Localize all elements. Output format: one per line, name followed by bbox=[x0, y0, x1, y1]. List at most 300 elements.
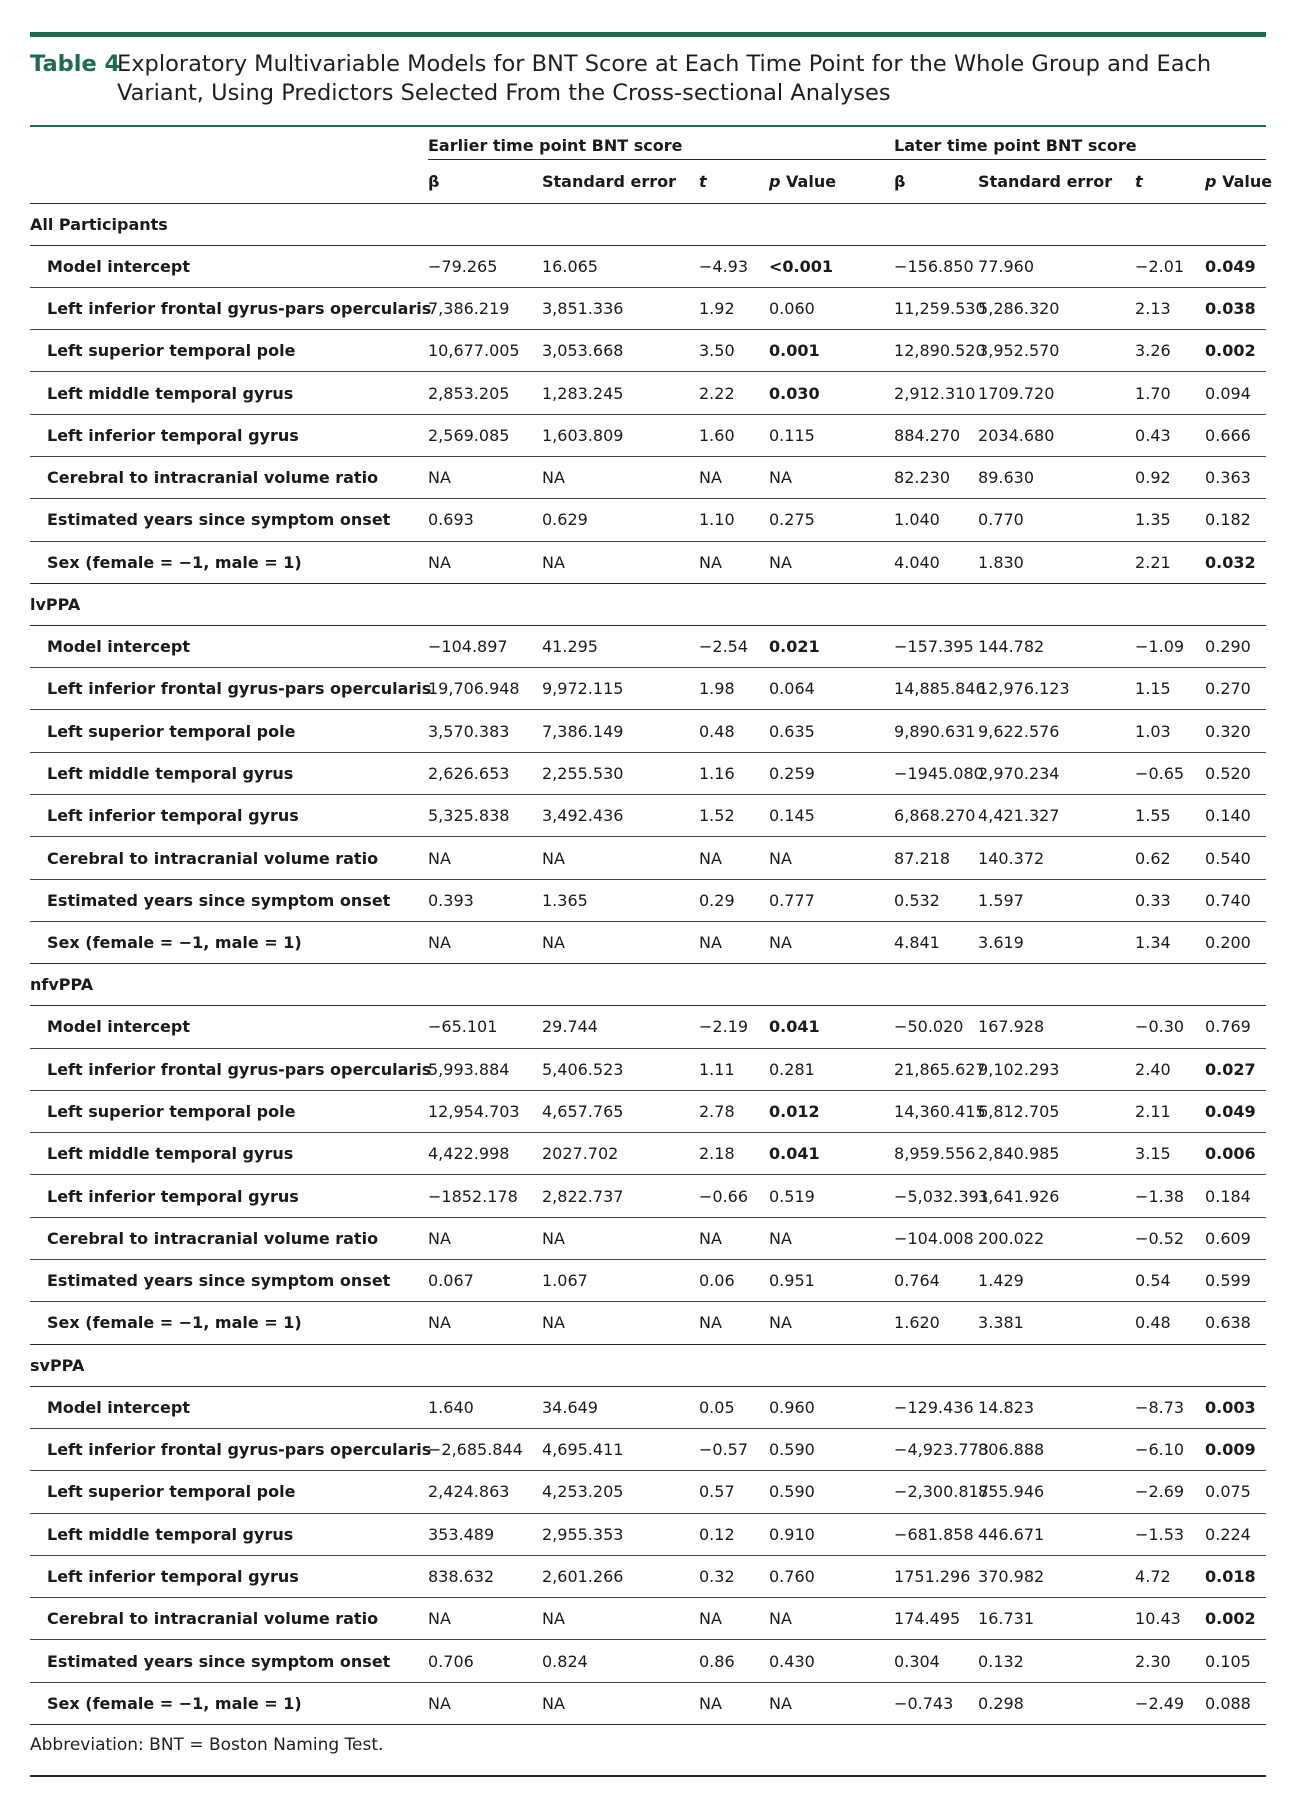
header-se-earlier: Standard error bbox=[542, 159, 699, 203]
cell-value: 4,253.205 bbox=[542, 1471, 699, 1513]
cell-value: −4,923.773 bbox=[864, 1428, 978, 1470]
cell-value: 1.830 bbox=[978, 541, 1135, 583]
cell-value: 0.009 bbox=[1205, 1428, 1266, 1470]
table-row bbox=[30, 625, 1266, 667]
cell-value: −5,032.391 bbox=[864, 1175, 978, 1217]
header-p-earlier-rest: Value bbox=[780, 171, 837, 191]
cell-value: 1.640 bbox=[428, 1386, 542, 1428]
row-label: Model intercept bbox=[30, 625, 428, 667]
table-row bbox=[30, 541, 1266, 583]
cell-value: 6,812.705 bbox=[978, 1090, 1135, 1132]
table-row bbox=[30, 1428, 1266, 1470]
cell-value: −2.54 bbox=[699, 625, 769, 667]
cell-value: 0.824 bbox=[542, 1640, 699, 1682]
cell-value: 2.78 bbox=[699, 1090, 769, 1132]
header-se-later: Standard error bbox=[978, 159, 1135, 203]
cell-value: 0.105 bbox=[1205, 1640, 1266, 1682]
row-label: Left middle temporal gyrus bbox=[30, 372, 428, 414]
cell-value: 0.590 bbox=[769, 1471, 864, 1513]
row-label: Left inferior temporal gyrus bbox=[30, 1555, 428, 1597]
cell-value: NA bbox=[542, 837, 699, 879]
cell-value: 0.003 bbox=[1205, 1386, 1266, 1428]
table-row bbox=[30, 414, 1266, 456]
cell-value: 3,492.436 bbox=[542, 795, 699, 837]
cell-value: NA bbox=[769, 1302, 864, 1344]
cell-value: 2027.702 bbox=[542, 1133, 699, 1175]
header-p-later bbox=[1205, 159, 1273, 203]
table-row bbox=[30, 1260, 1266, 1302]
cell-value: 884.270 bbox=[864, 414, 978, 456]
cell-value: 1.067 bbox=[542, 1260, 699, 1302]
table-row bbox=[30, 837, 1266, 879]
cell-value: 2,853.205 bbox=[428, 372, 542, 414]
row-label: Left middle temporal gyrus bbox=[30, 752, 428, 794]
row-label: Left inferior frontal gyrus-pars opercularis bbox=[30, 287, 428, 329]
cell-value: 0.320 bbox=[1205, 710, 1266, 752]
cell-value: −2.01 bbox=[1135, 245, 1205, 287]
group-label: svPPA bbox=[30, 1344, 1266, 1386]
cell-value: 2,601.266 bbox=[542, 1555, 699, 1597]
cell-value: 806.888 bbox=[978, 1428, 1135, 1470]
cell-value: −157.395 bbox=[864, 625, 978, 667]
cell-value: 0.706 bbox=[428, 1640, 542, 1682]
cell-value: −129.436 bbox=[864, 1386, 978, 1428]
header-beta-later: β bbox=[864, 159, 978, 203]
row-label: Model intercept bbox=[30, 245, 428, 287]
cell-value: 0.951 bbox=[769, 1260, 864, 1302]
cell-value: 12,954.703 bbox=[428, 1090, 542, 1132]
cell-value: 5,406.523 bbox=[542, 1048, 699, 1090]
cell-value: 7,386.149 bbox=[542, 710, 699, 752]
cell-value: 9,972.115 bbox=[542, 668, 699, 710]
cell-value: −50.020 bbox=[864, 1006, 978, 1048]
cell-value: 0.038 bbox=[1205, 287, 1266, 329]
cell-value: 4.72 bbox=[1135, 1555, 1205, 1597]
cell-value: 2.22 bbox=[699, 372, 769, 414]
cell-value: 0.094 bbox=[1205, 372, 1266, 414]
cell-value: −0.52 bbox=[1135, 1217, 1205, 1259]
cell-value: 0.041 bbox=[769, 1133, 864, 1175]
cell-value: 3,570.383 bbox=[428, 710, 542, 752]
cell-value: 0.12 bbox=[699, 1513, 769, 1555]
cell-value: NA bbox=[542, 541, 699, 583]
cell-value: 2,822.737 bbox=[542, 1175, 699, 1217]
table-row bbox=[30, 1090, 1266, 1132]
row-label: Left superior temporal pole bbox=[30, 710, 428, 752]
cell-value: 4,421.327 bbox=[978, 795, 1135, 837]
cell-value: 0.200 bbox=[1205, 921, 1266, 963]
table-row bbox=[30, 372, 1266, 414]
cell-value: 1.52 bbox=[699, 795, 769, 837]
cell-value: 2.40 bbox=[1135, 1048, 1205, 1090]
cell-value: 0.060 bbox=[769, 287, 864, 329]
cell-value: NA bbox=[428, 921, 542, 963]
cell-value: 2.13 bbox=[1135, 287, 1205, 329]
cell-value: 3.619 bbox=[978, 921, 1135, 963]
cell-value: 2,255.530 bbox=[542, 752, 699, 794]
row-label: Left inferior frontal gyrus-pars opercularis bbox=[30, 1428, 428, 1470]
cell-value: 0.115 bbox=[769, 414, 864, 456]
cell-value: 0.088 bbox=[1205, 1682, 1266, 1724]
cell-value: 89.630 bbox=[978, 456, 1135, 498]
cell-value: 0.049 bbox=[1205, 1090, 1266, 1132]
cell-value: −1.53 bbox=[1135, 1513, 1205, 1555]
cell-value: 5,993.884 bbox=[428, 1048, 542, 1090]
header-row-columns bbox=[30, 159, 1266, 203]
cell-value: 29.744 bbox=[542, 1006, 699, 1048]
cell-value: 2,424.863 bbox=[428, 1471, 542, 1513]
cell-value: 9,890.631 bbox=[864, 710, 978, 752]
cell-value: 0.182 bbox=[1205, 499, 1266, 541]
cell-value: 0.030 bbox=[769, 372, 864, 414]
cell-value: 1,603.809 bbox=[542, 414, 699, 456]
cell-value: NA bbox=[428, 837, 542, 879]
table-row bbox=[30, 710, 1266, 752]
cell-value: 0.270 bbox=[1205, 668, 1266, 710]
cell-value: −1945.080 bbox=[864, 752, 978, 794]
row-label: Left inferior frontal gyrus-pars opercularis bbox=[30, 1048, 428, 1090]
row-label: Cerebral to intracranial volume ratio bbox=[30, 1217, 428, 1259]
cell-value: 0.064 bbox=[769, 668, 864, 710]
group-label: lvPPA bbox=[30, 583, 1266, 625]
header-beta-earlier: β bbox=[428, 159, 542, 203]
header-p-later-rest: Value bbox=[1216, 171, 1273, 191]
cell-value: <0.001 bbox=[769, 245, 864, 287]
cell-value: NA bbox=[428, 1217, 542, 1259]
cell-value: −0.30 bbox=[1135, 1006, 1205, 1048]
cell-value: 1.55 bbox=[1135, 795, 1205, 837]
cell-value: NA bbox=[428, 456, 542, 498]
group-row bbox=[30, 1344, 1266, 1386]
cell-value: 4,657.765 bbox=[542, 1090, 699, 1132]
cell-value: 0.002 bbox=[1205, 1598, 1266, 1640]
cell-value: −65.101 bbox=[428, 1006, 542, 1048]
cell-value: 0.764 bbox=[864, 1260, 978, 1302]
cell-value: −6.10 bbox=[1135, 1428, 1205, 1470]
cell-value: −0.57 bbox=[699, 1428, 769, 1470]
cell-value: −8.73 bbox=[1135, 1386, 1205, 1428]
cell-value: 19,706.948 bbox=[428, 668, 542, 710]
row-label: Model intercept bbox=[30, 1006, 428, 1048]
cell-value: 0.769 bbox=[1205, 1006, 1266, 1048]
group-row bbox=[30, 964, 1266, 1006]
cell-value: 0.29 bbox=[699, 879, 769, 921]
cell-value: 4.841 bbox=[864, 921, 978, 963]
cell-value: 0.629 bbox=[542, 499, 699, 541]
table-row bbox=[30, 1006, 1266, 1048]
cell-value: 3,641.926 bbox=[978, 1175, 1135, 1217]
header-later: Later time point BNT score bbox=[864, 126, 1266, 159]
cell-value: NA bbox=[542, 1682, 699, 1724]
header-p-later-italic: p bbox=[1205, 171, 1217, 191]
row-label: Sex (female = −1, male = 1) bbox=[30, 1682, 428, 1724]
row-label: Left middle temporal gyrus bbox=[30, 1133, 428, 1175]
cell-value: −104.008 bbox=[864, 1217, 978, 1259]
cell-value: 2034.680 bbox=[978, 414, 1135, 456]
cell-value: −2,300.817 bbox=[864, 1471, 978, 1513]
cell-value: 3,851.336 bbox=[542, 287, 699, 329]
cell-value: 1.98 bbox=[699, 668, 769, 710]
cell-value: −79.265 bbox=[428, 245, 542, 287]
cell-value: NA bbox=[699, 1598, 769, 1640]
table-row bbox=[30, 1217, 1266, 1259]
cell-value: 0.760 bbox=[769, 1555, 864, 1597]
cell-value: NA bbox=[542, 1302, 699, 1344]
cell-value: 855.946 bbox=[978, 1471, 1135, 1513]
cell-value: 0.145 bbox=[769, 795, 864, 837]
table-row bbox=[30, 1048, 1266, 1090]
table-row bbox=[30, 752, 1266, 794]
cell-value: 0.910 bbox=[769, 1513, 864, 1555]
cell-value: 1,283.245 bbox=[542, 372, 699, 414]
cell-value: 0.532 bbox=[864, 879, 978, 921]
cell-value: 1.92 bbox=[699, 287, 769, 329]
cell-value: 1751.296 bbox=[864, 1555, 978, 1597]
header-earlier: Earlier time point BNT score bbox=[428, 126, 864, 159]
cell-value: 12,890.520 bbox=[864, 330, 978, 372]
cell-value: 2.11 bbox=[1135, 1090, 1205, 1132]
cell-value: 0.520 bbox=[1205, 752, 1266, 794]
cell-value: 0.599 bbox=[1205, 1260, 1266, 1302]
table-row bbox=[30, 1175, 1266, 1217]
cell-value: 370.982 bbox=[978, 1555, 1135, 1597]
cell-value: −0.743 bbox=[864, 1682, 978, 1724]
cell-value: 446.671 bbox=[978, 1513, 1135, 1555]
cell-value: 0.304 bbox=[864, 1640, 978, 1682]
cell-value: 0.609 bbox=[1205, 1217, 1266, 1259]
cell-value: 0.777 bbox=[769, 879, 864, 921]
row-label: Left superior temporal pole bbox=[30, 1471, 428, 1513]
row-label: Sex (female = −1, male = 1) bbox=[30, 921, 428, 963]
cell-value: 0.002 bbox=[1205, 330, 1266, 372]
cell-value: 2,840.985 bbox=[978, 1133, 1135, 1175]
cell-value: −1.38 bbox=[1135, 1175, 1205, 1217]
cell-value: 1.429 bbox=[978, 1260, 1135, 1302]
cell-value: 0.041 bbox=[769, 1006, 864, 1048]
cell-value: NA bbox=[542, 1217, 699, 1259]
cell-value: 2.21 bbox=[1135, 541, 1205, 583]
cell-value: 21,865.627 bbox=[864, 1048, 978, 1090]
header-blank bbox=[30, 126, 428, 159]
cell-value: 0.33 bbox=[1135, 879, 1205, 921]
cell-value: 167.928 bbox=[978, 1006, 1135, 1048]
cell-value: 0.281 bbox=[769, 1048, 864, 1090]
table-row bbox=[30, 499, 1266, 541]
cell-value: 0.006 bbox=[1205, 1133, 1266, 1175]
cell-value: −156.850 bbox=[864, 245, 978, 287]
row-label: Sex (female = −1, male = 1) bbox=[30, 541, 428, 583]
cell-value: 1.10 bbox=[699, 499, 769, 541]
caption-text: Exploratory Multivariable Models for BNT Score at Each Time Point for the Whole Group and Each Variant, Using Predictors Selected From the Cross-sectional Analyses bbox=[117, 51, 1212, 106]
cell-value: 6,868.270 bbox=[864, 795, 978, 837]
cell-value: 0.259 bbox=[769, 752, 864, 794]
cell-value: −2,685.844 bbox=[428, 1428, 542, 1470]
table-row bbox=[30, 245, 1266, 287]
group-row bbox=[30, 583, 1266, 625]
cell-value: 1.16 bbox=[699, 752, 769, 794]
table-row bbox=[30, 287, 1266, 329]
cell-value: 1.365 bbox=[542, 879, 699, 921]
cell-value: 1.15 bbox=[1135, 668, 1205, 710]
header-t-earlier-text: t bbox=[699, 171, 707, 191]
cell-value: 1709.720 bbox=[978, 372, 1135, 414]
cell-value: 0.06 bbox=[699, 1260, 769, 1302]
cell-value: 0.770 bbox=[978, 499, 1135, 541]
table-row bbox=[30, 1386, 1266, 1428]
cell-value: 0.012 bbox=[769, 1090, 864, 1132]
cell-value: 5,286.320 bbox=[978, 287, 1135, 329]
cell-value: 10.43 bbox=[1135, 1598, 1205, 1640]
cell-value: 353.489 bbox=[428, 1513, 542, 1555]
cell-value: 3.50 bbox=[699, 330, 769, 372]
row-label: Estimated years since symptom onset bbox=[30, 499, 428, 541]
row-label: Left inferior frontal gyrus-pars opercularis bbox=[30, 668, 428, 710]
cell-value: NA bbox=[428, 1302, 542, 1344]
cell-value: −2.49 bbox=[1135, 1682, 1205, 1724]
cell-value: 0.067 bbox=[428, 1260, 542, 1302]
cell-value: 0.92 bbox=[1135, 456, 1205, 498]
cell-value: NA bbox=[428, 1598, 542, 1640]
cell-value: −681.858 bbox=[864, 1513, 978, 1555]
cell-value: 3,952.570 bbox=[978, 330, 1135, 372]
cell-value: 0.027 bbox=[1205, 1048, 1266, 1090]
cell-value: 0.393 bbox=[428, 879, 542, 921]
header-t-later bbox=[1135, 159, 1205, 203]
cell-value: NA bbox=[542, 456, 699, 498]
cell-value: 4,695.411 bbox=[542, 1428, 699, 1470]
group-row bbox=[30, 203, 1266, 245]
cell-value: NA bbox=[428, 541, 542, 583]
table-row bbox=[30, 1682, 1266, 1724]
cell-value: 0.740 bbox=[1205, 879, 1266, 921]
cell-value: 0.275 bbox=[769, 499, 864, 541]
table-row bbox=[30, 1471, 1266, 1513]
cell-value: 0.693 bbox=[428, 499, 542, 541]
cell-value: 0.05 bbox=[699, 1386, 769, 1428]
cell-value: −0.66 bbox=[699, 1175, 769, 1217]
cell-value: 0.224 bbox=[1205, 1513, 1266, 1555]
row-label: Left inferior temporal gyrus bbox=[30, 414, 428, 456]
cell-value: 0.363 bbox=[1205, 456, 1266, 498]
cell-value: 5,325.838 bbox=[428, 795, 542, 837]
cell-value: NA bbox=[699, 1682, 769, 1724]
cell-value: 0.021 bbox=[769, 625, 864, 667]
cell-value: NA bbox=[699, 456, 769, 498]
cell-value: NA bbox=[769, 1598, 864, 1640]
cell-value: 9,622.576 bbox=[978, 710, 1135, 752]
cell-value: 838.632 bbox=[428, 1555, 542, 1597]
cell-value: 0.48 bbox=[1135, 1302, 1205, 1344]
cell-value: 14,885.846 bbox=[864, 668, 978, 710]
bottom-rule bbox=[30, 1775, 1266, 1777]
cell-value: 0.540 bbox=[1205, 837, 1266, 879]
table-row bbox=[30, 330, 1266, 372]
cell-value: 10,677.005 bbox=[428, 330, 542, 372]
cell-value: 0.43 bbox=[1135, 414, 1205, 456]
cell-value: 0.57 bbox=[699, 1471, 769, 1513]
row-label: Left inferior temporal gyrus bbox=[30, 1175, 428, 1217]
cell-value: 2,912.310 bbox=[864, 372, 978, 414]
group-label: All Participants bbox=[30, 203, 1266, 245]
table-row bbox=[30, 1555, 1266, 1597]
cell-value: 0.184 bbox=[1205, 1175, 1266, 1217]
row-label: Left superior temporal pole bbox=[30, 330, 428, 372]
table-label: Table 4 bbox=[30, 51, 121, 77]
cell-value: 8,959.556 bbox=[864, 1133, 978, 1175]
header-t-later-text: t bbox=[1135, 171, 1143, 191]
cell-value: NA bbox=[699, 541, 769, 583]
cell-value: 0.638 bbox=[1205, 1302, 1266, 1344]
footnote: Abbreviation: BNT = Boston Naming Test. bbox=[30, 1735, 384, 1755]
cell-value: NA bbox=[699, 1217, 769, 1259]
cell-value: −2.19 bbox=[699, 1006, 769, 1048]
group-label: nfvPPA bbox=[30, 964, 1266, 1006]
cell-value: 0.635 bbox=[769, 710, 864, 752]
table-row bbox=[30, 1640, 1266, 1682]
cell-value: 1.60 bbox=[699, 414, 769, 456]
cell-value: NA bbox=[769, 1217, 864, 1259]
table-row bbox=[30, 879, 1266, 921]
cell-value: 0.590 bbox=[769, 1428, 864, 1470]
table-row bbox=[30, 668, 1266, 710]
cell-value: 2,955.353 bbox=[542, 1513, 699, 1555]
cell-value: 0.960 bbox=[769, 1386, 864, 1428]
cell-value: 174.495 bbox=[864, 1598, 978, 1640]
cell-value: −1.09 bbox=[1135, 625, 1205, 667]
cell-value: 0.519 bbox=[769, 1175, 864, 1217]
cell-value: 87.218 bbox=[864, 837, 978, 879]
cell-value: 0.62 bbox=[1135, 837, 1205, 879]
cell-value: 2,626.653 bbox=[428, 752, 542, 794]
cell-value: 2,970.234 bbox=[978, 752, 1135, 794]
row-label: Left superior temporal pole bbox=[30, 1090, 428, 1132]
table-row bbox=[30, 1513, 1266, 1555]
cell-value: NA bbox=[542, 1598, 699, 1640]
cell-value: 0.430 bbox=[769, 1640, 864, 1682]
row-label: Cerebral to intracranial volume ratio bbox=[30, 456, 428, 498]
cell-value: 0.298 bbox=[978, 1682, 1135, 1724]
table-caption bbox=[30, 50, 1266, 108]
cell-value: 0.48 bbox=[699, 710, 769, 752]
cell-value: −4.93 bbox=[699, 245, 769, 287]
cell-value: 77.960 bbox=[978, 245, 1135, 287]
cell-value: 1.040 bbox=[864, 499, 978, 541]
cell-value: 200.022 bbox=[978, 1217, 1135, 1259]
header-blank-2 bbox=[30, 159, 428, 203]
cell-value: 3.381 bbox=[978, 1302, 1135, 1344]
cell-value: 0.140 bbox=[1205, 795, 1266, 837]
cell-value: 0.290 bbox=[1205, 625, 1266, 667]
row-label: Sex (female = −1, male = 1) bbox=[30, 1302, 428, 1344]
table-body bbox=[30, 203, 1266, 1725]
cell-value: 1.597 bbox=[978, 879, 1135, 921]
cell-value: 0.54 bbox=[1135, 1260, 1205, 1302]
cell-value: 0.032 bbox=[1205, 541, 1266, 583]
cell-value: 41.295 bbox=[542, 625, 699, 667]
header-row-groups bbox=[30, 126, 1266, 159]
header-p-earlier bbox=[769, 159, 864, 203]
cell-value: 140.372 bbox=[978, 837, 1135, 879]
cell-value: NA bbox=[769, 837, 864, 879]
table-row bbox=[30, 921, 1266, 963]
cell-value: 9,102.293 bbox=[978, 1048, 1135, 1090]
row-label: Estimated years since symptom onset bbox=[30, 1640, 428, 1682]
cell-value: 34.649 bbox=[542, 1386, 699, 1428]
cell-value: 4,422.998 bbox=[428, 1133, 542, 1175]
cell-value: 144.782 bbox=[978, 625, 1135, 667]
cell-value: NA bbox=[542, 921, 699, 963]
results-table bbox=[30, 126, 1273, 1725]
